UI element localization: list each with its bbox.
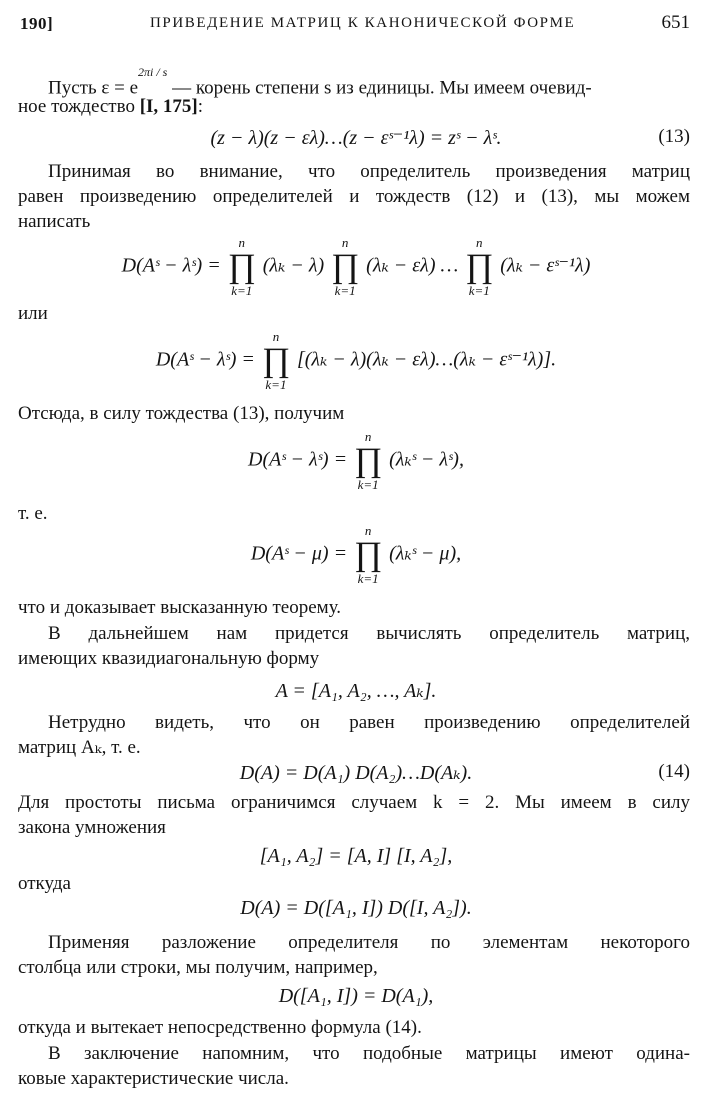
formula-text: D(A) = D([A₁, I]) D([I, A₂]). (240, 897, 472, 919)
equation-number: (14) (658, 761, 690, 782)
quasidiagonal-formula (0, 678, 712, 703)
equation-13 (0, 125, 712, 150)
formula-lhs: D(Aˢ − λˢ) = (155, 348, 255, 371)
page-number: 651 (661, 12, 690, 33)
formula-lhs: D(Aˢ − λˢ) = (121, 254, 221, 277)
text-span: ное тождество (18, 96, 140, 117)
running-title: ПРИВЕДЕНИЕ МАТРИЦ К КАНОНИЧЕСКОЙ ФОРМЕ (150, 15, 576, 31)
text-line: равен произведению определителей и тождеств (12) и (13), мы можем (18, 186, 690, 207)
formula-factor: (λₖ − λ) (262, 254, 325, 277)
text-line: имеющих квазидиагональную форму (18, 648, 320, 669)
text-span: : (197, 96, 204, 117)
product-operator (262, 330, 290, 392)
exponent: 2πi / s (138, 65, 168, 79)
formula-text: D(A) = D(A₁) D(A₂)…D(Aₖ). (239, 762, 473, 784)
product-operator (354, 524, 382, 586)
formula-text: [A₁, A₂] = [A, I] [I, A₂], (259, 845, 453, 867)
text-line (18, 95, 690, 119)
upper-limit: n (341, 235, 349, 250)
product-symbol: ∏ (227, 248, 256, 285)
text-line: ковые характеристические числа. (18, 1068, 289, 1089)
text-line: матриц Aₖ, т. е. (18, 737, 141, 758)
product-symbol: ∏ (261, 342, 290, 379)
text-line: Принимая во внимание, что определитель произведения матриц (48, 161, 690, 182)
text-line: Отсюда, в силу тождества (13), получим (18, 403, 345, 424)
lower-limit: k=1 (265, 377, 287, 392)
text-line: написать (18, 211, 91, 232)
product-formula-c (0, 430, 712, 492)
product-symbol: ∏ (465, 248, 494, 285)
text-line: откуда и вытекает непосредственно формула (14). (18, 1017, 422, 1038)
product-operator (354, 430, 382, 492)
product-operator (465, 236, 493, 298)
running-header (20, 12, 690, 42)
lower-limit: k=1 (357, 571, 379, 586)
text-line: Применяя разложение определителя по элементам некоторого (48, 932, 690, 953)
product-formula-a (0, 236, 712, 298)
determinant-product-formula (0, 897, 712, 920)
lower-limit: k=1 (357, 477, 379, 492)
text-line: откуда (18, 873, 71, 894)
formula-rhs: (λₖˢ − μ), (389, 542, 462, 565)
product-symbol: ∏ (354, 536, 383, 573)
upper-limit: n (476, 235, 483, 250)
text-line: т. е. (18, 503, 48, 524)
multiplication-formula (0, 845, 712, 868)
text-span: — корень степени s из единицы. Мы имеем очевид- (167, 77, 592, 99)
text-line: В заключение напомним, что подобные матрицы имеют одина- (48, 1043, 690, 1064)
text-line: или (18, 303, 48, 324)
determinant-a1-formula (0, 985, 712, 1008)
upper-limit: n (364, 523, 372, 538)
text-line: В дальнейшем нам придется вычислять определитель матриц, (48, 623, 690, 644)
text-line: что и доказывает высказанную теорему. (18, 597, 342, 618)
lower-limit: k=1 (468, 283, 490, 298)
formula-factor: (λₖ − ελ) … (366, 254, 459, 277)
product-symbol: ∏ (354, 442, 383, 479)
formula-text: D([A₁, I]) = D(A₁), (278, 985, 434, 1007)
section-number: 190] (20, 14, 54, 33)
product-formula-b (0, 330, 712, 392)
lower-limit: k=1 (231, 283, 253, 298)
text-span: Пусть ε = e (48, 77, 138, 99)
equation-14 (0, 760, 712, 785)
formula-lhs: D(Aˢ − λˢ) = (248, 448, 348, 471)
product-operator (228, 236, 256, 298)
upper-limit: n (364, 429, 372, 444)
upper-limit: n (272, 329, 280, 344)
upper-limit: n (238, 235, 245, 250)
product-symbol: ∏ (331, 248, 360, 285)
formula-rhs: [(λₖ − λ)(λₖ − ελ)…(λₖ − εˢ⁻¹λ)]. (296, 348, 557, 371)
text-line: Для простоты письма ограничимся случаем k = 2. Мы имеем в силу (18, 792, 690, 813)
formula-text: (z − λ)(z − ελ)…(z − εˢ⁻¹λ) = zˢ − λˢ. (210, 127, 502, 149)
product-operator (331, 236, 359, 298)
text-line: Нетрудно видеть, что он равен произведению определителей (48, 712, 690, 733)
product-formula-d (0, 524, 712, 586)
formula-lhs: D(Aˢ − μ) = (250, 542, 348, 565)
formula-rhs: (λₖˢ − λˢ), (389, 448, 464, 471)
reference: [I, 175] (139, 96, 198, 117)
equation-number: (13) (658, 126, 690, 147)
lower-limit: k=1 (334, 283, 356, 298)
formula-text: A = [A₁, A₂, …, Aₖ]. (275, 680, 437, 702)
formula-factor: (λₖ − εˢ⁻¹λ) (500, 254, 591, 277)
text-line: закона умножения (18, 817, 166, 838)
text-line: столбца или строки, мы получим, например, (18, 957, 378, 978)
